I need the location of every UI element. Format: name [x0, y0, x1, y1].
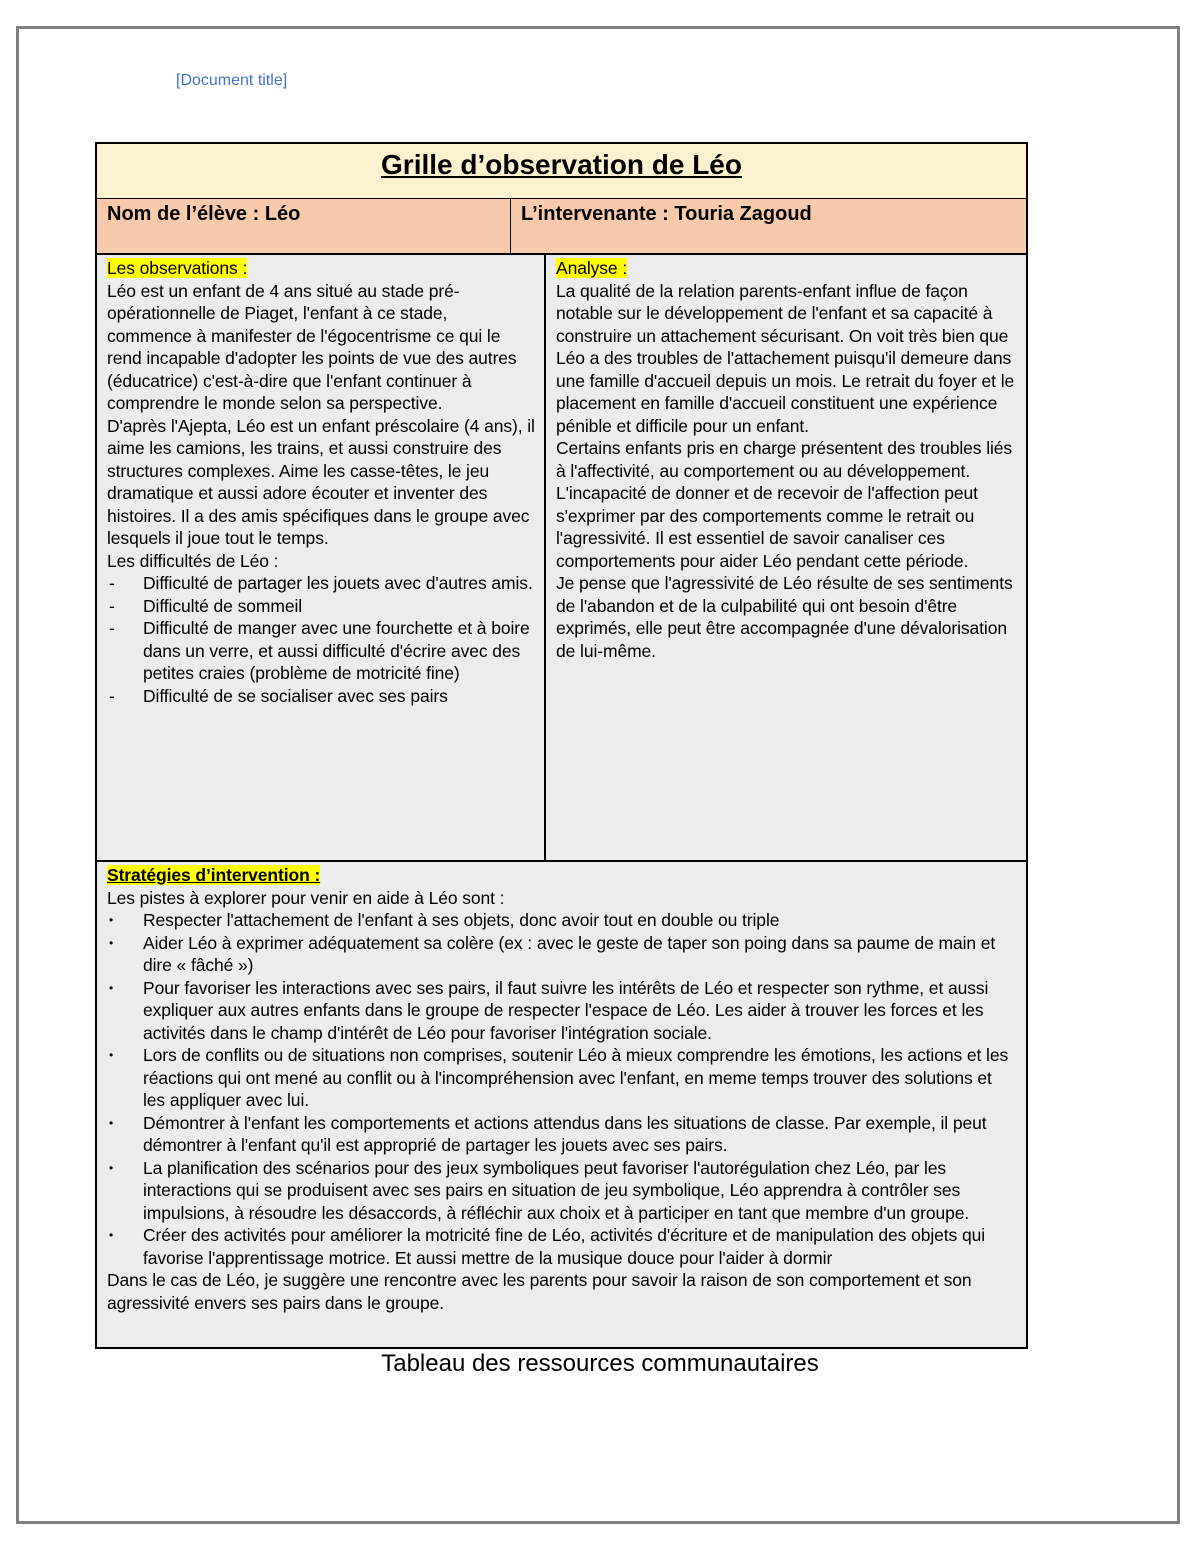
list-item: • Démontrer à l'enfant les comportements et actions attendus dans les situations de classe. Par exemple, il peut démontrer à l'enfant qu'il est approprié de partager les jouets avec ses pairs. — [107, 1112, 1018, 1157]
strategies-list — [107, 909, 1018, 1269]
list-item: • Pour favoriser les interactions avec ses pairs, il faut suivre les intérêts de Léo et respecter son rythme, et aussi expliquer aux autres enfants dans le groupe de respecter l'espace de Léo. Les aider à trouver les forces et les activités dans le champ d'intérêt de Léo pour favoriser l'intégration sociale. — [107, 977, 1018, 1045]
strategies-intro: Les pistes à explorer pour venir en aide à Léo sont : — [107, 887, 505, 908]
list-item: - Difficulté de partager les jouets avec d'autres amis. — [107, 572, 536, 595]
observations-paragraph-2: D'après l'Ajepta, Léo est un enfant préscolaire (4 ans), il aime les camions, les trains, et aussi construire des structures complexes. Aime les casse-têtes, le jeu dramatique et aussi adore écouter et inventer des histoires. Il a des amis spécifiques dans le groupe avec lesquels il joue tout le temps. — [107, 415, 535, 548]
analysis-paragraph-2: Certains enfants pris en charge présentent des troubles liés à l'affectivité, au comportement ou au développement. — [556, 438, 1013, 481]
list-item: • La planification des scénarios pour des jeux symboliques peut favoriser l'autorégulation chez Léo, par les interactions qui se produisent avec ses pairs en situation de jeu symbolique, Léo apprendra à contrôler ses impulsions, à résoudre les désaccords, à réfléchir aux choix et à participer en tant que membre d'un groupe. — [107, 1157, 1018, 1225]
observation-analysis-row — [97, 255, 1026, 862]
observations-paragraph-1: Léo est un enfant de 4 ans situé au stade pré-opérationnelle de Piaget, l'enfant à ce stade, commence à manifester de l'égocentrisme ce qui le rend incapable d'adopter les points de vue des autres (éducatrice) c'est-à-dire que l'enfant continuer à comprendre le monde selon sa perspective. — [107, 280, 517, 413]
observation-grid-table — [95, 142, 1028, 1349]
analysis-cell — [546, 255, 1026, 860]
grid-title: Grille d’observation de Léo — [381, 149, 742, 180]
analysis-heading: Analyse : — [556, 258, 628, 278]
names-row — [97, 199, 1026, 255]
strategies-conclusion: Dans le cas de Léo, je suggère une rencontre avec les parents pour savoir la raison de son comportement et son agressivité envers ses pairs dans le groupe. — [107, 1270, 972, 1313]
table-caption: Tableau des ressources communautaires — [381, 1350, 819, 1377]
observations-heading: Les observations : — [107, 258, 248, 278]
list-item: • Respecter l'attachement de l'enfant à ses objets, donc avoir tout en double ou triple — [107, 909, 1018, 932]
strategies-heading: Stratégies d’intervention : — [107, 865, 321, 885]
analysis-paragraph-3: L'incapacité de donner et de recevoir de l'affection peut s'exprimer par des comportements comme le retrait ou l'agressivité. Il est essentiel de savoir canaliser ces comportements pour aider Léo pendant cette période. — [556, 483, 978, 571]
strategies-cell — [97, 862, 1026, 1347]
list-item: • Créer des activités pour améliorer la motricité fine de Léo, activités d'écriture et de manipulation des objets qui favorise l'apprentissage motrice. Et aussi mettre de la musique douce pour l'aider à dormir — [107, 1224, 1018, 1269]
analysis-paragraph-1: La qualité de la relation parents-enfant influe de façon notable sur le développement de l'enfant et sa capacité à construire un attachement sécurisant. On voit très bien que Léo a des troubles de l'attachement puisqu'il demeure dans une famille d'accueil depuis un mois. Le retrait du foyer et le placement en famille d'accueil constituent une expérience pénible et difficile pour un enfant. — [556, 280, 1015, 436]
list-item: - Difficulté de sommeil — [107, 595, 536, 618]
list-item: - Difficulté de se socialiser avec ses pairs — [107, 685, 536, 708]
list-item: • Lors de conflits ou de situations non comprises, soutenir Léo à mieux comprendre les émotions, les actions et les réactions qui ont mené au conflit ou à l'incompréhension avec l'enfant, en meme temps trouver des solutions et les appliquer avec lui. — [107, 1044, 1018, 1112]
analysis-paragraph-4: Je pense que l'agressivité de Léo résulte de ses sentiments de l'abandon et de la culpabilité qui ont besoin d'être exprimés, elle peut être accompagnée d'une dévalorisation de lui-même. — [556, 573, 1013, 661]
difficulties-list — [107, 572, 536, 707]
document-title-placeholder[interactable]: [Document title] — [176, 72, 288, 89]
difficulties-label: Les difficultés de Léo : — [107, 550, 279, 571]
student-name: Nom de l’élève : Léo — [97, 199, 511, 253]
list-item: • Aider Léo à exprimer adéquatement sa colère (ex : avec le geste de taper son poing dans sa paume de main et dire « fâché ») — [107, 932, 1018, 977]
grid-title-row — [97, 144, 1026, 199]
list-item: - Difficulté de manger avec une fourchette et à boire dans un verre, et aussi difficulté d'écrire avec des petites craies (problème de motricité fine) — [107, 617, 536, 685]
observations-cell — [97, 255, 546, 860]
practitioner-name: L’intervenante : Touria Zagoud — [521, 203, 812, 225]
